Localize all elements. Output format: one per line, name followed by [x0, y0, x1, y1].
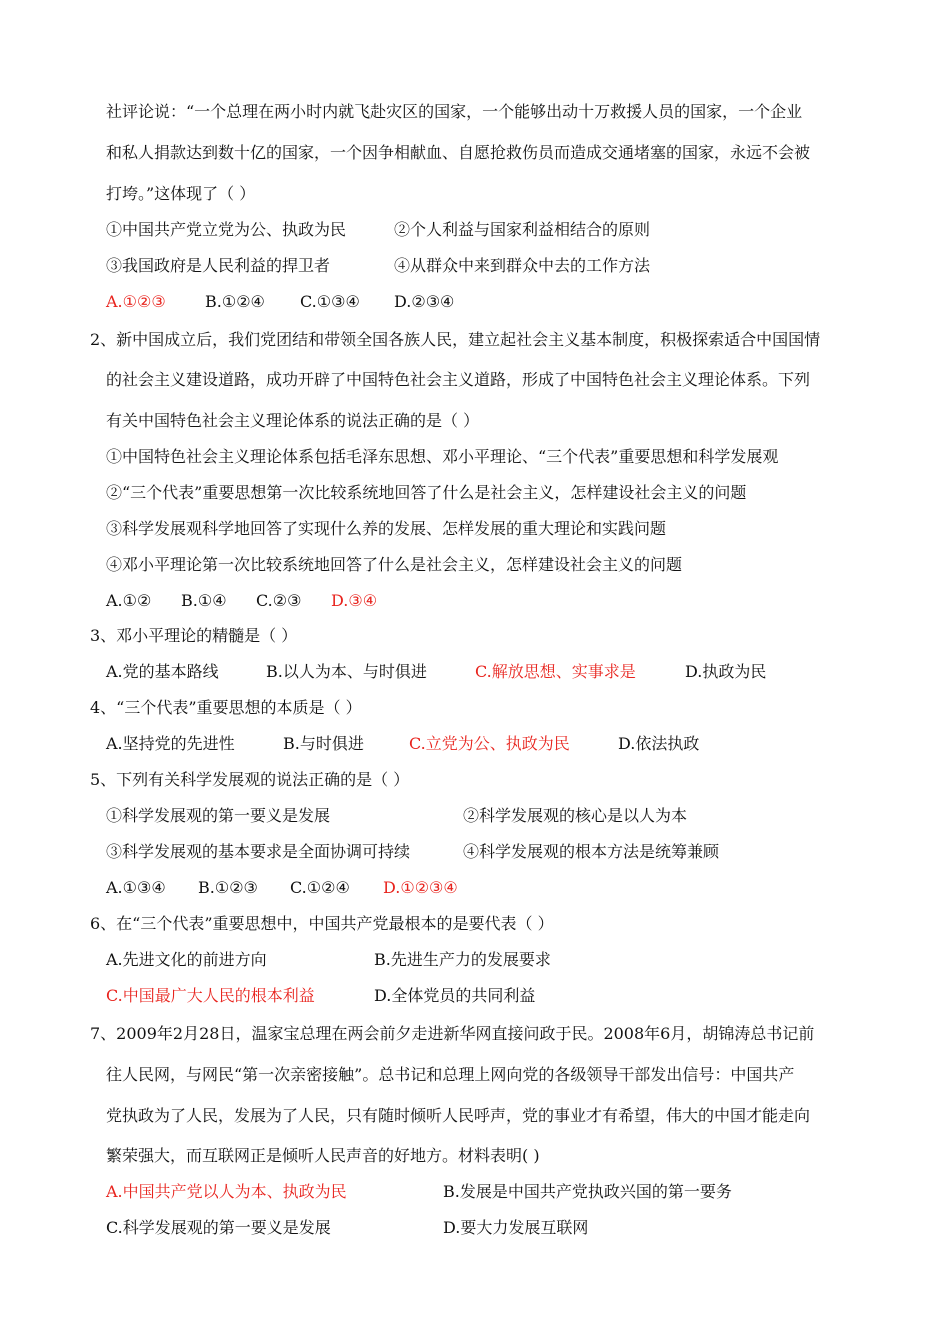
line-text: 社评论说：“一个总理在两小时内就飞赴灾区的国家，一个能够出动十万救援人员的国家，一个企业 — [106, 102, 803, 121]
option-c: C.科学发展观的第一要义是发展 — [106, 1218, 331, 1237]
option-d: D.③④ — [331, 591, 378, 610]
option-d: D.要大力发展互联网 — [443, 1218, 589, 1237]
statement-1: ①中国共产党立党为公、执政为民 — [106, 220, 347, 239]
statement-1: ①科学发展观的第一要义是发展 — [106, 806, 331, 825]
option-d: D.依法执政 — [618, 734, 700, 753]
option-a: A.坚持党的先进性 — [106, 734, 235, 753]
option-d: D.②③④ — [394, 292, 455, 311]
line-text: 党执政为了人民，发展为了人民，只有随时倾听人民呼声，党的事业才有希望，伟大的中国才能走向 — [106, 1106, 811, 1125]
option-d: D.全体党员的共同利益 — [374, 986, 536, 1005]
option-c: C.②③ — [256, 591, 302, 610]
line-text: 繁荣强大，而互联网正是倾听人民声音的好地方。材料表明( ) — [106, 1146, 540, 1165]
option-a: A.党的基本路线 — [106, 662, 219, 681]
option-c: C.立党为公、执政为民 — [409, 734, 570, 753]
option-d: D.执政为民 — [685, 662, 767, 681]
statement-2: ②科学发展观的核心是以人为本 — [463, 806, 688, 825]
option-b: B.①②④ — [205, 292, 265, 311]
option-b: B.先进生产力的发展要求 — [374, 950, 551, 969]
line-text: 3、邓小平理论的精髓是（ ） — [90, 626, 298, 645]
line-text: 4、“三个代表”重要思想的本质是（ ） — [90, 698, 362, 717]
line-text: 5、下列有关科学发展观的说法正确的是（ ） — [90, 770, 410, 789]
option-a: A.中国共产党以人为本、执政为民 — [106, 1182, 347, 1201]
option-b: B.以人为本、与时俱进 — [266, 662, 427, 681]
statement-3: ③我国政府是人民利益的捍卫者 — [106, 256, 331, 275]
option-b: B.与时俱进 — [283, 734, 364, 753]
option-c: C.①②④ — [290, 878, 350, 897]
line-text: 有关中国特色社会主义理论体系的说法正确的是（ ） — [106, 411, 480, 430]
option-c: C.中国最广大人民的根本利益 — [106, 986, 315, 1005]
statement-3: ③科学发展观科学地回答了实现什么养的发展、怎样发展的重大理论和实践问题 — [106, 519, 667, 538]
statement-2: ②个人利益与国家利益相结合的原则 — [394, 220, 651, 239]
option-b: B.①④ — [181, 591, 227, 610]
line-text: 的社会主义建设道路，成功开辟了中国特色社会主义道路，形成了中国特色社会主义理论体系。下列 — [106, 370, 811, 389]
option-c: C.①③④ — [300, 292, 360, 311]
option-c: C.解放思想、实事求是 — [475, 662, 636, 681]
statement-4: ④从群众中来到群众中去的工作方法 — [394, 256, 651, 275]
option-a: A.①③④ — [106, 878, 166, 897]
option-b: B.①②③ — [198, 878, 258, 897]
option-d: D.①②③④ — [383, 878, 458, 897]
line-text: 往人民网，与网民“第一次亲密接触”。总书记和总理上网向党的各级领导干部发出信号：中国共产 — [106, 1065, 795, 1084]
statement-3: ③科学发展观的基本要求是全面协调可持续 — [106, 842, 411, 861]
line-text: 7、2009年2月28日，温家宝总理在两会前夕走进新华网直接问政于民。2008年6月，胡锦涛总书记前 — [90, 1024, 815, 1043]
option-a: A.①②③ — [106, 292, 166, 311]
option-b: B.发展是中国共产党执政兴国的第一要务 — [443, 1182, 732, 1201]
option-a: A.先进文化的前进方向 — [106, 950, 267, 969]
statement-4: ④邓小平理论第一次比较系统地回答了什么是社会主义，怎样建设社会主义的问题 — [106, 555, 683, 574]
statement-1: ①中国特色社会主义理论体系包括毛泽东思想、邓小平理论、“三个代表”重要思想和科学发展观 — [106, 447, 779, 466]
line-text: 和私人捐款达到数十亿的国家，一个因争相献血、自愿抢救伤员而造成交通堵塞的国家，永远不会被 — [106, 143, 811, 162]
line-text: 2、新中国成立后，我们党团结和带领全国各族人民，建立起社会主义基本制度，积极探索适合中国国情 — [90, 330, 821, 349]
option-a: A.①② — [106, 591, 152, 610]
statement-2: ②“三个代表”重要思想第一次比较系统地回答了什么是社会主义，怎样建设社会主义的问题 — [106, 483, 747, 502]
statement-4: ④科学发展观的根本方法是统筹兼顾 — [463, 842, 720, 861]
line-text: 6、在“三个代表”重要思想中，中国共产党最根本的是要代表（ ） — [90, 914, 554, 933]
line-text: 打垮。”这体现了（ ） — [106, 184, 256, 203]
